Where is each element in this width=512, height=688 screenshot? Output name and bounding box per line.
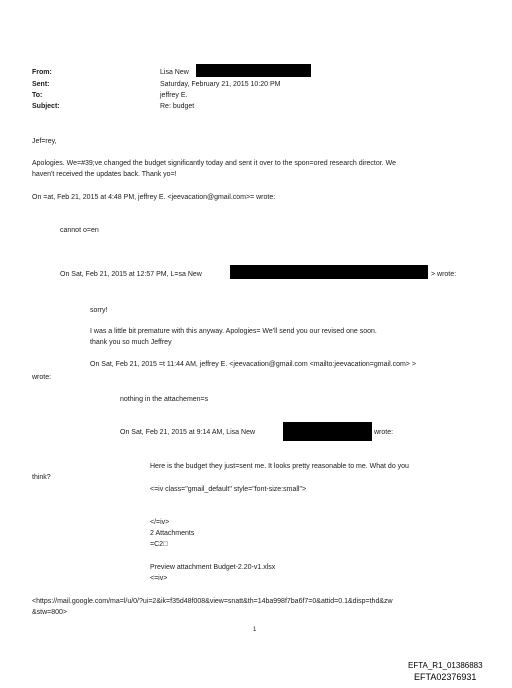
to-value: jeffrey E. [160,92,188,99]
redaction-block [283,422,372,441]
quote4-enddiv: </=iv> [150,519,170,526]
url-line2: &stw=800> [32,609,68,616]
quote4-intro: On Sat, Feb 21, 2015 at 9:14 AM, Lisa New [120,429,256,436]
quote3-intro: On Sat, Feb 21, 2015 =t 11:44 AM, jeffrey E. <jeevacation@gmail.com <mailto:jeevacation=gmail.com> > [90,361,416,368]
redaction-block [230,265,428,279]
quote2-text3: thank you so much Jeffrey [90,339,172,346]
from-label: From: [32,69,52,76]
from-value: Lisa New [160,69,189,76]
subject-label: Subject: [32,103,60,110]
greeting: Jef=rey, [32,138,57,145]
quote2-text1: sorry! [90,307,108,314]
quote3-wrote: wrote: [32,374,52,381]
redaction-block [196,64,311,77]
sent-label: Sent: [32,81,50,88]
para1-line2: haven't received the updates back. Thank yo=! [32,171,177,178]
sent-value: Saturday, February 21, 2015 10:20 PM [160,81,281,88]
attachments-count: 2 Attachments [150,530,195,537]
quote4-think: think? [32,474,51,481]
quote4-div: <=iv class="gmail_default" style="font-size:small"> [150,486,307,493]
quote3-text: nothing in the attachemen=s [120,396,209,403]
document-ref-2: EFTA02376931 [414,672,477,682]
preview-attachment: Preview attachment Budget-2.20-v1.xlsx [150,564,276,571]
enddiv2: <=iv> [150,575,168,582]
quote4-wrote: wrote: [374,429,394,436]
subject-value: Re: budget [160,103,195,110]
quote1-intro: On =at, Feb 21, 2015 at 4:48 PM, jeffrey E. <jeevacation@gmail.com>= wrote: [32,194,276,201]
quote2-intro: On Sat, Feb 21, 2015 at 12:57 PM, L=sa New [60,271,202,278]
page-number: 1 [253,627,257,633]
document-ref-1: EFTA_R1_01386883 [408,661,483,670]
quote2-text2: I was a little bit premature with this anyway. Apologies= We'll send you our revised one soon. [90,328,377,335]
quote2-wrote: > wrote: [431,271,457,278]
quote4-text1: Here is the budget they just=sent me. It looks pretty reasonable to me. What do you [150,463,409,470]
para1-line1: Apologies. We=#39;ve changed the budget significantly today and sent it over to the spon=ored research director. We [32,160,396,167]
url-line1: <https://mail.google.com/ma=l/u/0/?ui=2&ik=f35d48f008&view=snatt&th=14ba998f7ba6f7=0&attid=0.1&disp=thd&zw [32,598,393,605]
to-label: To: [32,92,43,99]
encoded-char: =C2  [150,541,169,548]
quote1-text: cannot o=en [60,227,99,234]
